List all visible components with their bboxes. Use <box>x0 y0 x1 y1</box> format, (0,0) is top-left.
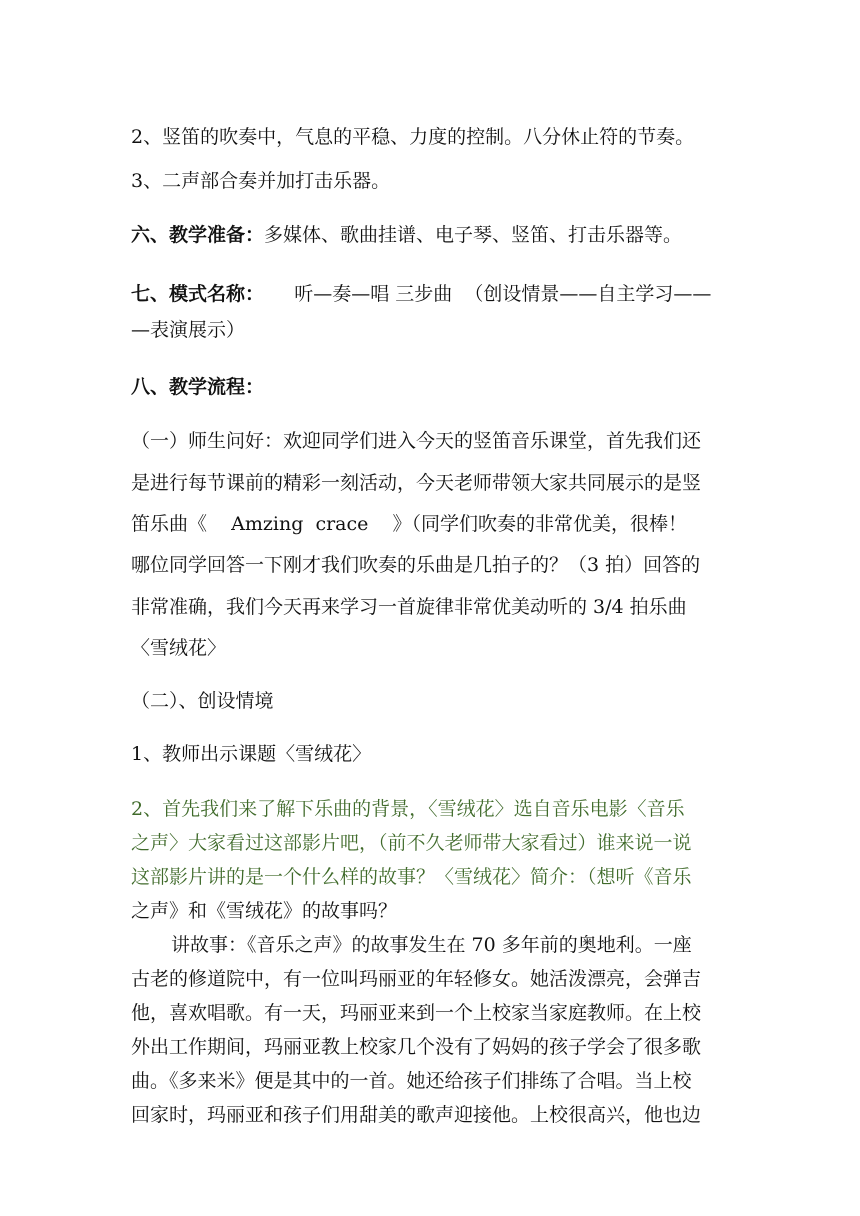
paragraph-line: 笛乐曲《 Amzing crace 》（同学们吹奏的非常优美，很棒！ <box>131 513 688 535</box>
heading-label: 六、教学准备： <box>131 224 265 246</box>
section-heading-preparation <box>131 222 682 248</box>
paragraph-line: 2、竖笛的吹奏中，气息的平稳、力度的控制。八分休止符的节奏。 <box>131 126 695 148</box>
paragraph-line: 回家时，玛丽亚和孩子们用甜美的歌声迎接他。上校很高兴，他也边 <box>131 1104 702 1126</box>
paragraph-line-green: 之声〉大家看过这部影片吧，（前不久老师带大家看过）谁来说一说 <box>131 832 692 854</box>
paragraph-line: 哪位同学回答一下刚才我们吹奏的乐曲是几拍子的？（3 拍）回答的 <box>131 554 701 576</box>
paragraph-line: 非常准确，我们今天再来学习一首旋律非常优美动听的 3/4 拍乐曲 <box>131 596 687 618</box>
paragraph-line: 讲故事：《音乐之声》的故事发生在 70 多年前的奥地利。一座 <box>171 934 692 956</box>
paragraph-line: 是进行每节课前的精彩一刻活动，今天老师带领大家共同展示的是竖 <box>131 472 702 494</box>
section-heading-mode <box>131 281 711 307</box>
heading-label: 七、模式名称： <box>131 283 265 305</box>
paragraph-line: 外出工作期间，玛丽亚教上校家几个没有了妈妈的孩子学会了很多歌 <box>131 1036 702 1058</box>
paragraph-line: 1、教师出示课题〈雪绒花〉 <box>131 743 372 765</box>
paragraph-line-green: 2、首先我们来了解下乐曲的背景，〈雪绒花〉选自音乐电影〈音乐 <box>131 798 685 820</box>
heading-text: 多媒体、歌曲挂谱、电子琴、竖笛、打击乐器等。 <box>264 224 683 246</box>
heading-text: 听—奏—唱 三步曲 （创设情景——自主学习—— <box>264 283 712 305</box>
paragraph-line: —表演展示） <box>131 319 246 341</box>
paragraph-line: 他，喜欢唱歌。有一天，玛丽亚来到一个上校家当家庭教师。在上校 <box>131 1002 702 1024</box>
paragraph-line-green: 这部影片讲的是一个什么样的故事？〈雪绒花〉简介：（想听《音乐 <box>131 866 692 888</box>
paragraph-line: 3、二声部合奏并加打击乐器。 <box>131 170 391 192</box>
paragraph-line: 古老的修道院中，有一位叫玛丽亚的年轻修女。她活泼漂亮，会弹吉 <box>131 968 702 990</box>
paragraph-line: （一）师生问好：欢迎同学们进入今天的竖笛音乐课堂，首先我们还 <box>131 430 702 452</box>
section-heading-flow: 八、教学流程： <box>131 376 265 398</box>
paragraph-line: 曲。《多来米》便是其中的一首。她还给孩子们排练了合唱。当上校 <box>131 1070 692 1092</box>
paragraph-line: 之声》和《雪绒花》的故事吗？ <box>131 900 398 922</box>
paragraph-line: （二）、创设情境 <box>131 690 274 712</box>
paragraph-line: 〈雪绒花〉 <box>131 637 227 659</box>
